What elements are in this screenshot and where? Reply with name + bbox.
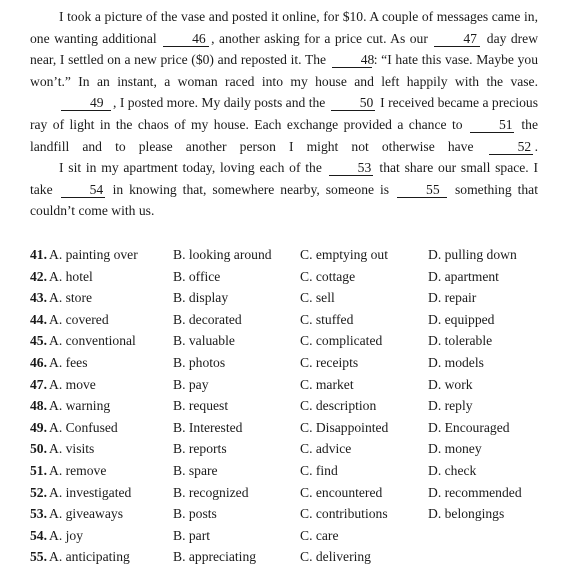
blank-51: 51 <box>470 117 514 133</box>
blank-52: 52 <box>489 139 533 155</box>
option-c: C. sell <box>300 290 335 306</box>
option-b: B. pay <box>173 376 209 392</box>
passage-text: day drew near, I settled on a new price ($0) and reposted it. The <box>30 30 539 68</box>
question-number: 53. <box>30 506 47 522</box>
option-c: C. receipts <box>300 354 359 370</box>
passage-text: . <box>534 138 538 154</box>
question-number: 47. <box>30 376 47 392</box>
option-a: A. move <box>49 376 96 392</box>
option-d: D. equipped <box>428 311 495 327</box>
option-a: A. joy <box>49 527 83 543</box>
question-row <box>30 266 560 288</box>
paragraph-1 <box>30 6 538 92</box>
question-row <box>30 546 560 568</box>
passage-text: , I posted more. My daily posts and the <box>113 95 326 111</box>
question-row <box>30 395 560 417</box>
question-row <box>30 482 560 504</box>
question-number: 46. <box>30 354 47 370</box>
option-b: B. looking around <box>173 247 272 262</box>
option-c: C. find <box>300 462 338 478</box>
option-a: A. investigated <box>49 484 132 500</box>
option-b: B. recognized <box>173 484 249 500</box>
question-row <box>30 244 560 266</box>
option-c: C. encountered <box>300 484 383 500</box>
option-c: C. Disappointed <box>300 419 389 435</box>
option-c: C. stuffed <box>300 311 354 327</box>
option-b: B. part <box>173 527 210 543</box>
question-number: 55. <box>30 549 47 565</box>
option-d: D. reply <box>428 398 473 414</box>
question-row <box>30 417 560 439</box>
question-number: 49. <box>30 419 47 435</box>
option-b: B. Interested <box>173 419 243 435</box>
blank-50: 50 <box>331 95 375 111</box>
option-a: A. hotel <box>49 268 93 284</box>
blank-54: 54 <box>61 182 105 198</box>
blank-55: 55 <box>397 182 447 198</box>
option-a: A. conventional <box>49 333 136 349</box>
paragraph-2 <box>30 92 538 157</box>
question-row <box>30 525 560 547</box>
question-row <box>30 287 560 309</box>
option-b: B. display <box>173 290 229 306</box>
option-a: A. store <box>49 290 93 306</box>
passage-text: I took a picture of the vase and posted it online, for $10. A couple of messages came in, one wanting additional <box>30 9 538 46</box>
page-crop-edge <box>0 566 562 571</box>
option-d: D. belongings <box>428 506 505 522</box>
option-d: D. tolerable <box>428 333 493 349</box>
option-b: B. decorated <box>173 311 242 327</box>
passage-text: the landfill and to please another person I might not otherwise have <box>30 116 538 154</box>
option-c: C. advice <box>300 441 352 457</box>
option-a: A. warning <box>49 398 111 414</box>
question-number: 48. <box>30 398 47 414</box>
option-c: C. contributions <box>300 506 388 522</box>
passage-text: , another asking for a price cut. As our <box>211 30 428 46</box>
question-number: 45. <box>30 333 47 349</box>
option-c: C. complicated <box>300 333 383 349</box>
question-number: 43. <box>30 290 47 306</box>
option-b: B. posts <box>173 506 217 522</box>
question-number: 44. <box>30 311 47 327</box>
option-b: B. appreciating <box>173 549 257 565</box>
option-b: B. request <box>173 398 229 414</box>
option-b: B. office <box>173 268 221 284</box>
option-d: D. work <box>428 376 473 392</box>
question-number: 51. <box>30 462 47 478</box>
option-a: A. anticipating <box>49 549 130 565</box>
option-d: D. recommended <box>428 484 522 500</box>
option-b: B. spare <box>173 462 218 478</box>
question-number: 41. <box>30 247 47 262</box>
option-d: D. apartment <box>428 268 499 284</box>
blank-46: 46 <box>163 31 209 47</box>
question-row <box>30 438 560 460</box>
passage-text: : “I hate this vase. Maybe you won’t.” In an instant, a woman raced into my house and left happily with the vase. <box>30 52 538 89</box>
option-c: C. care <box>300 527 339 543</box>
option-a: A. remove <box>49 462 107 478</box>
option-c: C. cottage <box>300 268 356 284</box>
question-row <box>30 503 560 525</box>
blank-47: 47 <box>434 31 480 47</box>
question-number: 50. <box>30 441 47 457</box>
option-d: D. money <box>428 441 482 457</box>
option-c: C. market <box>300 376 354 392</box>
option-b: B. photos <box>173 354 226 370</box>
option-d: D. pulling down <box>428 247 517 262</box>
cloze-passage <box>30 6 538 222</box>
passage-text: I sit in my apartment today, loving each of the <box>59 160 322 176</box>
question-number: 42. <box>30 268 47 284</box>
paragraph-3 <box>30 157 538 222</box>
option-b: B. reports <box>173 441 227 457</box>
option-b: B. valuable <box>173 333 235 349</box>
blank-49: 49 <box>61 95 111 111</box>
question-row <box>30 352 560 374</box>
blank-48: 48 <box>332 52 372 68</box>
option-a: A. fees <box>49 354 88 370</box>
option-a: A. giveaways <box>49 506 123 522</box>
option-a: A. painting over <box>49 247 138 262</box>
question-row <box>30 460 560 482</box>
option-c: C. emptying out <box>300 247 388 262</box>
option-a: A. Confused <box>49 419 118 435</box>
image-blur-region <box>428 527 478 543</box>
passage-text: that share our small space. I take <box>30 160 539 197</box>
answer-options <box>30 244 560 568</box>
option-d: D. models <box>428 354 484 370</box>
option-d: D. Encouraged <box>428 419 510 435</box>
option-d: D. check <box>428 462 477 478</box>
option-c: C. description <box>300 398 377 414</box>
option-a: A. visits <box>49 441 95 457</box>
passage-text: something that couldn’t come with us. <box>30 181 538 219</box>
question-row <box>30 374 560 396</box>
option-a: A. covered <box>49 311 109 327</box>
blank-53: 53 <box>329 160 373 176</box>
passage-text: in knowing that, somewhere nearby, someone is <box>112 181 390 197</box>
option-d: D. repair <box>428 290 477 306</box>
passage-text: I received became a precious ray of light in the chaos of my house. Each exchange provided a chance to <box>30 95 538 132</box>
option-c: C. delivering <box>300 549 371 565</box>
question-row <box>30 330 560 352</box>
question-number: 54. <box>30 527 47 543</box>
question-number: 52. <box>30 484 47 500</box>
question-row <box>30 309 560 331</box>
